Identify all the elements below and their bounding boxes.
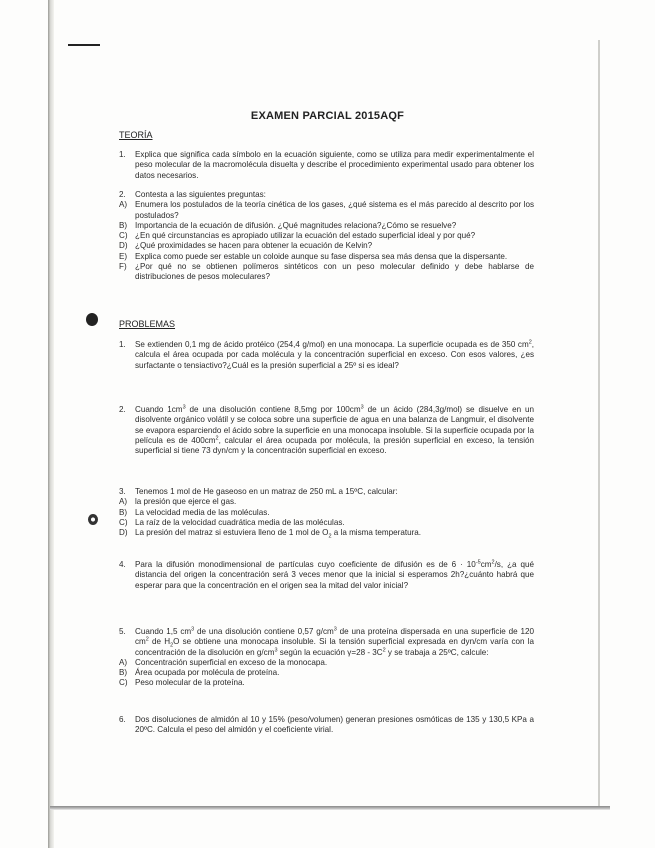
problem-text: Para la difusión monodimensional de partículas cuyo coeficiente de difusión es de $6 \cdot 10^{-5}cm^2/s$, ¿a qué distancia del origen la concentración será 3 veces menor que la inicial si esperamos 2h?¿cuánto habrá que esperar para que la concentración en el origen sea la mitad del valor inicial?: [135, 559, 534, 590]
page-right-edge: [598, 40, 600, 808]
punch-hole-bottom: [88, 514, 98, 525]
problem-text: Cuando $1cm^3$ de una disolución contiene 8,5mg por $100cm^3$ de un ácido (284,3g/mol) se disuelve en un disolvente orgánico volátil y se coloca sobre una superficie de agua en una balanza de Langmuir, el disolvente se evapora esparciendo el ácido sobre la superficie en una monocapa insoluble. Si la superficie ocupada por la película es de $400cm^2$, calcular el área ocupada por molécula, la presión superficial en exceso, la tensión superficial si tiene 73 dyn/cm y la concentración superficial en exceso.: [135, 404, 534, 456]
problem-2: [119, 405, 534, 456]
question-text: Contesta a las siguientes preguntas:: [135, 190, 266, 199]
problem-number: 2.: [119, 405, 126, 414]
problem-text: Cuando 1,5 $cm^3$ de una disolución contiene 0,57 $g/cm^3$ de una proteína dispersada en una superficie de 120 $cm^2$ de $H_2O$ se obtiene una monocapa insoluble. Si la tensión superficial expresada en dyn/cm varía con la concentración de la disolución en $g/cm^3$ según la ecuación $\gamma=28 - 3C^2$ y se trabaja a 25ºC, calcule:: [135, 626, 535, 657]
sub-question: B) Importancia de la ecuación de difusión. ¿Qué magnitudes relaciona?¿Cómo se resuelve?: [119, 220, 457, 230]
problem-1: [119, 340, 534, 371]
pen-mark: [68, 44, 100, 46]
problem-3: [119, 487, 534, 538]
problemas-heading: PROBLEMAS: [119, 319, 176, 329]
sub-question: C) Peso molecular de la proteína.: [119, 678, 245, 688]
problem-number: 5.: [119, 627, 126, 636]
problem-6: [119, 715, 534, 736]
question-number: 1.: [119, 150, 126, 159]
sub-question: C) ¿En qué circunstancias es apropiado utilizar la ecuación del estado superficial ideal y por qué?: [119, 231, 476, 241]
page-left-edge: [48, 0, 54, 848]
teoria-heading: TEORÍA: [119, 130, 153, 140]
sub-question: B) Área ocupada por molécula de proteína.: [119, 668, 280, 678]
problem-number: 3.: [119, 487, 126, 496]
sub-question: A) Enumera los postulados de la teoría cinética de los gases, ¿qué sistema es el más parecido al descrito por los postulados?: [119, 200, 534, 220]
sub-question: D) ¿Qué proximidades se hacen para obtener la ecuación de Kelvin?: [119, 241, 373, 251]
exam-title: EXAMEN PARCIAL 2015AQF: [250, 110, 405, 122]
sub-question: E) Explica como puede ser estable un coloide aunque su fase dispersa sea más densa que la dispersante.: [119, 251, 508, 261]
punch-hole-top: [86, 313, 98, 326]
problem-text: Se extienden 0,1 mg de ácido protéico (254,4 g/mol) en una monocapa. La superficie ocupada es de 350 $cm^2$, calcula el área ocupada por cada molécula y la concentración superficial en exceso. Con esos valores, ¿es surfactante o tensiactivo?¿Cuál es la presión superficial a 25º si es ideal?: [135, 339, 534, 370]
sub-question: A) la presión que ejerce el gas.: [119, 497, 237, 507]
question-number: 2.: [119, 190, 126, 199]
page-bottom-edge: [50, 806, 610, 810]
problem-4: [119, 560, 534, 591]
sub-question: B) La velocidad media de las moléculas.: [119, 507, 270, 517]
question-text: Explica que significa cada símbolo en la ecuación siguiente, como se utiliza para medir experimentalmente el peso molecular de la macromolécula disuelta y describe el procedimiento experimental usado para obtener los datos necesarios.: [135, 150, 534, 180]
problem-5: [119, 627, 534, 689]
problem-text: Tenemos 1 mol de He gaseoso en un matraz de 250 mL a 15ºC, calcular:: [135, 487, 398, 496]
problem-text: Dos disoluciones de almidón al 10 y 15% (peso/volumen) generan presiones osmóticas de 135 y 130,5 KPa a 20ºC. Calcula el peso del almidón y el coeficiente virial.: [135, 715, 534, 735]
teoria-question-1: [119, 150, 534, 181]
sub-question: A) Concentración superficial en exceso de la monocapa.: [119, 657, 328, 667]
problem-number: 4.: [119, 560, 126, 569]
problem-number: 6.: [119, 715, 126, 724]
sub-question: D) La presión del matraz si estuviera lleno de 1 mol de $O_2$ a la misma temperatura.: [119, 528, 422, 540]
teoria-question-2: [119, 190, 534, 283]
sub-question: F) ¿Por qué no se obtienen polímeros sintéticos con un peso molecular definido y debe hablarse de distribuciones de pesos moleculares?: [119, 262, 534, 282]
problem-number: 1.: [119, 340, 126, 349]
sub-question: C) La raíz de la velocidad cuadrática media de las moléculas.: [119, 517, 345, 527]
